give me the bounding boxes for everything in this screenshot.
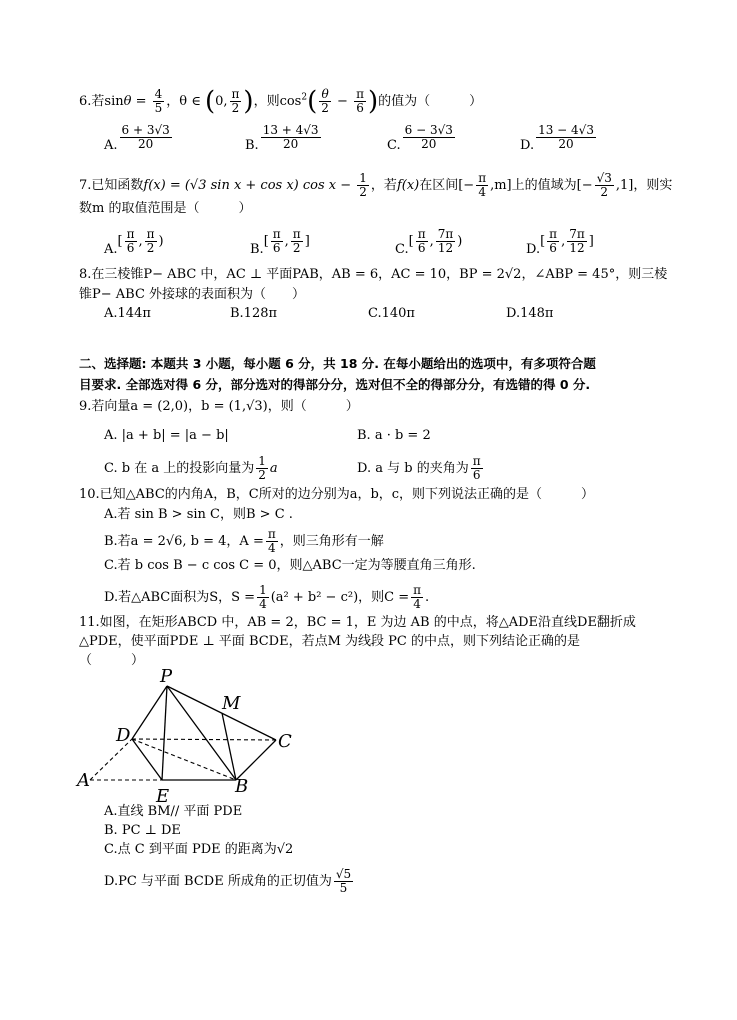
q7-option-a-d1: 6 — [126, 241, 135, 255]
q7-option-d-letter: D. — [526, 242, 541, 257]
q11-line2: △PDE，使平面PDE ⊥ 平面 BCDE，若点M 为线段 PC 的中点，则下列结论正确的是 — [79, 634, 580, 649]
q9-option-c-text: C. b 在 a 上的投影向量为 — [104, 461, 255, 476]
edge-PB — [167, 686, 236, 780]
q7-option-d-n1: π — [549, 227, 558, 241]
label-A: A — [77, 770, 90, 791]
q11-figure-labels — [75, 666, 292, 807]
q10-option-b-den: 4 — [267, 541, 276, 555]
q7-line2: 数m 的取值范围是（ ） — [79, 201, 252, 216]
q7-option-b-frac1 — [271, 228, 283, 255]
section2-instructions-line2: 目要求. 全部选对得 6 分，部分选对的得部分分，选对但不全的得部分分，有选错的得 0 分. — [79, 377, 591, 392]
q9-option-d-text: D. a 与 b 的夹角为 — [357, 461, 469, 476]
q7-option-b-open: [ — [263, 234, 269, 249]
q6-option-b-num: 13 + 4√3 — [262, 123, 319, 137]
q7-option-c-n2: 7π — [437, 227, 454, 241]
q7-frac-half — [357, 172, 369, 199]
q6-option-b-letter: B. — [245, 138, 259, 153]
q11-line3: （ ） — [79, 653, 145, 668]
label-P: P — [160, 666, 173, 687]
q11-option-d-num: √5 — [335, 867, 352, 881]
q7-option-c-close: ) — [457, 234, 463, 249]
q6-interval-num: π — [231, 87, 240, 101]
q7-sqrt3-den: 2 — [600, 185, 609, 199]
edge-PE — [162, 686, 167, 780]
q10-option-d-num2: π — [413, 583, 422, 597]
q6-theta-num: θ — [321, 87, 329, 101]
q7-option-c-frac2 — [436, 228, 456, 255]
edge-AD-dashed — [90, 739, 132, 780]
edge-DB-dashed — [132, 739, 236, 780]
label-M: M — [222, 693, 241, 714]
q7-option-c-d2: 12 — [437, 241, 454, 255]
label-C: C — [278, 731, 292, 752]
q6-interval-den: 2 — [231, 101, 240, 115]
q11-option-c: C.点 C 到平面 PDE 的距离为√2 — [104, 842, 294, 857]
edge-BC — [236, 740, 276, 780]
q11-option-d-frac — [334, 868, 353, 895]
q6-option-d-den: 20 — [558, 137, 574, 151]
q6-frac-sin-den: 5 — [154, 101, 163, 115]
q6-option-d — [520, 124, 598, 155]
q7-function: f(x) = (√3 sin x + cos x) cos x − — [143, 178, 356, 193]
q9-option-d-frac — [471, 455, 483, 482]
q7-frac-sqrt3 — [595, 172, 614, 199]
q7-text-d: ,m]上的值域为[− — [490, 178, 593, 193]
q6-theta: θ — [123, 94, 132, 109]
q10-option-d-frac2 — [411, 584, 423, 611]
q10-option-b-text-a: B.若a = 2√6, b = 4，A = — [104, 534, 264, 549]
q6-option-b — [245, 124, 323, 155]
q11-option-d-text: D.PC 与平面 BCDE 所成角的正切值为 — [104, 874, 332, 889]
q9-option-c — [104, 455, 278, 482]
q7-option-a-letter: A. — [104, 242, 118, 257]
q8-line2: 锥P− ABC 外接球的表面积为（ ） — [79, 287, 306, 302]
q7-option-c-open: [ — [408, 234, 414, 249]
q6-minus: − — [332, 94, 353, 109]
q8-option-d: D.148π — [506, 306, 554, 321]
q11-option-d-den: 5 — [339, 881, 348, 895]
q7-option-a-d2: 2 — [146, 241, 155, 255]
q6-option-a-frac — [120, 124, 172, 151]
q6-option-a-letter: A. — [104, 138, 118, 153]
edge-DE — [132, 739, 162, 780]
q9-option-d-num: π — [472, 454, 481, 468]
q10-option-d-num1: 1 — [259, 583, 267, 597]
q6-option-b-frac — [261, 124, 321, 151]
q7-text-c: 在区间[− — [419, 178, 475, 193]
q7-option-a-frac1 — [125, 228, 137, 255]
q7-fx: f(x) — [396, 178, 420, 193]
q10-option-d — [104, 584, 429, 611]
q6-pi6-num: π — [356, 87, 364, 101]
label-E: E — [156, 786, 170, 807]
q10-option-d-text-b: (a² + b² − c²)，则C = — [270, 590, 410, 605]
q6-paren2-close: ) — [367, 86, 379, 117]
q10-stem: 10.已知△ABC的内角A，B，C所对的边分别为a，b，c，则下列说法正确的是（ ） — [79, 487, 595, 502]
q9-stem: 9.若向量a = (2,0)，b = (1,√3)，则（ ） — [79, 399, 359, 414]
q6-square: 2 — [301, 92, 308, 103]
q6-option-c-num: 6 − 3√3 — [404, 123, 453, 137]
q7-option-d-close: ] — [588, 234, 594, 249]
q7-option-a-n2: π — [146, 227, 155, 241]
q7-option-d-n2: 7π — [569, 227, 585, 241]
q6-theta-den: 2 — [321, 101, 329, 115]
q6-text-c: ，则cos — [253, 94, 302, 109]
q6-text-a: 6.若sin — [79, 94, 124, 109]
q10-option-b-frac — [266, 528, 278, 555]
q6-frac-sin-num: 4 — [154, 87, 163, 101]
q6-stem — [79, 88, 482, 115]
q7-option-a-n1: π — [126, 227, 135, 241]
q6-frac-interval — [230, 88, 242, 115]
q10-option-d-text-a: D.若△ABC面积为S，S = — [104, 590, 256, 605]
q9-option-d — [357, 455, 485, 482]
q7-option-a: A.[ $\frac{\pi}{6}$ , $\frac{\pi}{2}$ ) — [104, 227, 164, 257]
q10-option-d-den1: 4 — [259, 597, 267, 611]
q7-option-b-close: ] — [304, 234, 310, 249]
q11-line1: 11.如图，在矩形ABCD 中，AB = 2，BC = 1，E 为边 AB 的中点，将△ADE沿直线DE翻折成 — [79, 615, 636, 630]
q6-option-c-den: 20 — [421, 137, 437, 151]
q6-frac-sin — [153, 88, 165, 115]
label-B: B — [235, 776, 249, 797]
q10-option-b-num: π — [267, 527, 276, 541]
q7-option-b: B.[ $\frac{\pi}{6}$ , $\frac{\pi}{2}$ ] — [250, 227, 310, 257]
q7-option-c-d1: 6 — [417, 241, 426, 255]
q6-text-d: 的值为（ ） — [378, 94, 483, 109]
q6-eq: = — [131, 94, 151, 109]
q11-option-a: A.直线 BM// 平面 PDE — [104, 804, 243, 819]
q11-option-b: B. PC ⊥ DE — [104, 823, 181, 838]
section2-instructions-line1: 二、选择题: 本题共 3 小题，每小题 6 分，共 18 分. 在每小题给出的选项中，有多项符合题 — [79, 356, 596, 371]
q7-text-a: 7.已知函数 — [79, 178, 144, 193]
q6-paren2-open: ( — [307, 86, 318, 117]
q10-option-b — [104, 528, 384, 555]
q6-frac-theta — [319, 88, 331, 115]
q10-option-d-text-c: . — [425, 590, 430, 605]
q6-option-a-den: 20 — [138, 137, 154, 151]
q11-figure-dashed-lines — [90, 739, 276, 780]
q7-option-a-open: [ — [117, 234, 123, 249]
q7-option-d-open: [ — [540, 234, 546, 249]
q9-option-d-den: 6 — [472, 468, 481, 482]
q7-half-den: 2 — [359, 185, 367, 199]
q6-zero: 0, — [215, 94, 228, 109]
q7-option-c-n1: π — [417, 227, 426, 241]
q7-option-b-d2: 2 — [292, 241, 301, 255]
edge-PC — [167, 686, 276, 740]
q7-option-a-frac2 — [145, 228, 157, 255]
q9-option-c-vector: a — [269, 461, 278, 476]
q6-paren-close: ) — [243, 86, 254, 117]
q7-option-d: D.[ $\frac{\pi}{6}$ , $\frac{7\pi}{12}$ ] — [526, 227, 594, 257]
q7-option-d-frac2 — [567, 228, 587, 255]
q7-option-d-d2: 12 — [569, 241, 585, 255]
q10-option-d-frac1 — [257, 584, 269, 611]
edge-PD — [132, 686, 167, 739]
q7-pi4-den: 4 — [478, 185, 486, 199]
q7-text-e: ,1]，则实 — [615, 178, 673, 193]
q7-option-b-d1: 6 — [272, 241, 281, 255]
q10-option-a: A.若 sin B > sin C，则B > C . — [104, 507, 293, 522]
q11-option-d — [104, 868, 355, 895]
edge-MB — [222, 713, 236, 780]
q7-option-c: C.[ $\frac{\pi}{6}$ , $\frac{7\pi}{12}$ ) — [395, 227, 463, 257]
q6-paren-open: ( — [204, 86, 216, 117]
q7-option-b-letter: B. — [250, 242, 264, 257]
q7-line1 — [79, 172, 672, 199]
q10-option-c: C.若 b cos B − c cos C = 0，则△ABC一定为等腰直角三角形. — [104, 558, 476, 573]
q7-pi4-num: π — [478, 171, 487, 185]
q8-option-a: A.144π — [104, 306, 151, 321]
q7-option-c-frac1 — [416, 228, 428, 255]
q10-option-d-den2: 4 — [413, 597, 421, 611]
q9-option-c-num: 1 — [258, 454, 266, 468]
q6-option-c — [387, 124, 457, 155]
q6-text-b: ，θ ∈ — [166, 94, 205, 109]
q9-option-a: A. |a + b| = |a − b| — [104, 428, 229, 443]
q7-option-b-n2: π — [292, 227, 301, 241]
q9-option-c-frac — [256, 455, 268, 482]
q10-option-b-text-b: ，则三角形有一解 — [279, 534, 384, 549]
q8-option-b: B.128π — [230, 306, 278, 321]
q7-option-b-n1: π — [272, 227, 281, 241]
q6-option-a — [104, 124, 174, 155]
q7-option-d-frac1 — [547, 228, 559, 255]
q7-option-b-frac2 — [291, 228, 303, 255]
q8-option-c: C.140π — [368, 306, 415, 321]
label-D: D — [116, 725, 131, 746]
q6-pi6-den: 6 — [356, 101, 364, 115]
q6-frac-pi6 — [354, 88, 366, 115]
q9-option-b: B. a · b = 2 — [357, 428, 431, 443]
q7-frac-pi4 — [476, 172, 488, 199]
edge-DC-dashed — [132, 739, 276, 740]
q9-option-c-den: 2 — [258, 468, 266, 482]
q6-option-d-frac — [536, 124, 596, 151]
q7-option-d-d1: 6 — [549, 241, 557, 255]
q7-sqrt3-num: √3 — [596, 171, 612, 185]
q11-figure-solid-lines — [132, 686, 276, 780]
q6-option-c-letter: C. — [387, 138, 401, 153]
q6-option-d-letter: D. — [520, 138, 535, 153]
q6-option-a-num: 6 + 3√3 — [121, 123, 170, 137]
q6-option-b-den: 20 — [282, 137, 299, 151]
q7-option-c-letter: C. — [395, 242, 409, 257]
q8-line1: 8.在三棱锥P− ABC 中，AC ⊥ 平面PAB，AB = 6，AC = 10，BP = 2√2，∠ABP = 45°，则三棱 — [79, 267, 668, 282]
q6-option-c-frac — [403, 124, 455, 151]
q7-text-b: ，若 — [370, 178, 397, 193]
q7-half-num: 1 — [359, 171, 367, 185]
q6-option-d-num: 13 − 4√3 — [538, 123, 594, 137]
q7-option-a-close: ) — [158, 234, 164, 249]
